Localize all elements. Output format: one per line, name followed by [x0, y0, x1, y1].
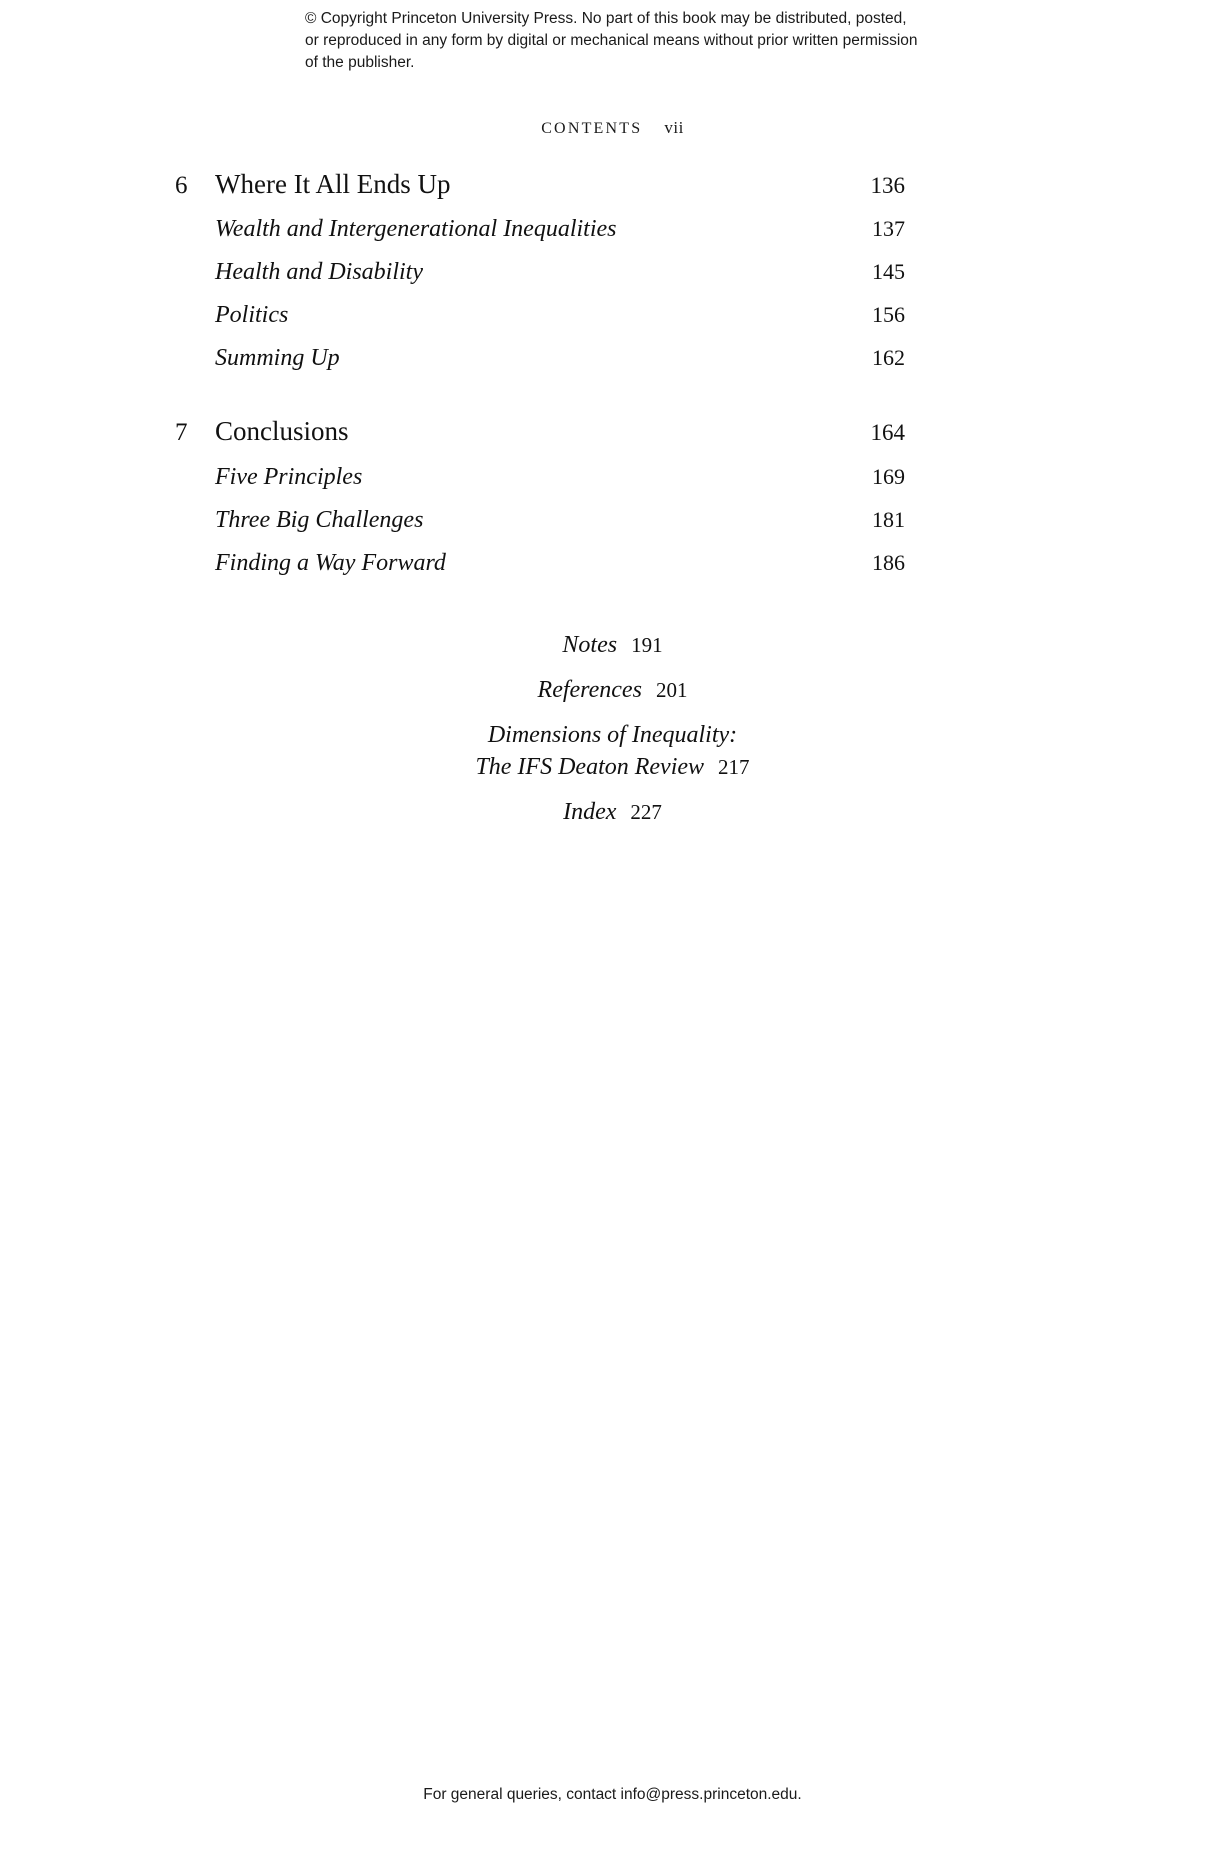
section-page-number: 181: [872, 506, 905, 532]
backmatter-row[interactable]: [0, 630, 1225, 661]
backmatter-page-number: 217: [718, 754, 750, 779]
section-page-number: 169: [872, 463, 905, 489]
section-title: Finding a Way Forward: [215, 549, 446, 576]
table-of-contents: [175, 168, 905, 592]
backmatter-list: [0, 630, 1225, 842]
backmatter-page-number: 201: [655, 678, 688, 703]
toc-section-row[interactable]: [175, 462, 905, 492]
section-page-number: 145: [872, 259, 905, 285]
chapter-title: Conclusions: [215, 416, 349, 447]
section-page-number: 156: [872, 302, 905, 328]
group-spacer: [175, 387, 905, 415]
backmatter-row[interactable]: [0, 675, 1225, 706]
footer-notice: [0, 1786, 1225, 1804]
chapter-number: 6: [175, 172, 188, 199]
backmatter-title: Dimensions of Inequality:: [487, 722, 738, 749]
toc-section-row[interactable]: [175, 300, 905, 330]
chapter-group: [175, 415, 905, 577]
toc-section-row[interactable]: [175, 257, 905, 287]
toc-chapter-row[interactable]: [175, 415, 905, 447]
chapter-page-number: 136: [870, 173, 905, 198]
chapter-group: [175, 168, 905, 373]
chapter-number: 7: [175, 419, 188, 447]
section-title: Summing Up: [215, 345, 340, 372]
section-title: Five Principles: [215, 463, 363, 490]
section-title: Health and Disability: [215, 259, 423, 286]
running-head: [0, 118, 1225, 138]
backmatter-title: Index: [563, 798, 617, 825]
section-title: Wealth and Intergenerational Inequalities: [215, 216, 617, 243]
backmatter-title: References: [537, 677, 642, 704]
chapter-title: Where It All Ends Up: [215, 169, 451, 199]
running-head-folio: vii: [664, 118, 684, 137]
section-title: Politics: [215, 302, 289, 329]
toc-section-row[interactable]: [175, 214, 905, 244]
section-page-number: 162: [872, 345, 905, 371]
backmatter-page-number: 191: [631, 633, 663, 657]
backmatter-page-number: 227: [630, 799, 662, 824]
copyright-text: © Copyright Princeton University Press. No part of this book may be distributed, posted, or reproduced in any form by digital or mechanical means without prior written permission of the publisher.: [305, 10, 918, 71]
toc-section-row[interactable]: [175, 343, 905, 373]
backmatter-subtitle: The IFS Deaton Review: [475, 753, 705, 780]
footer-text: For general queries, contact info@press.princeton.edu.: [423, 1786, 802, 1803]
section-title: Three Big Challenges: [215, 506, 424, 533]
section-page-number: 137: [872, 216, 905, 242]
backmatter-row[interactable]: [0, 797, 1225, 828]
backmatter-row[interactable]: [0, 720, 1225, 782]
backmatter-title: Notes: [562, 632, 618, 658]
running-head-label: CONTENTS: [541, 120, 643, 137]
toc-section-row[interactable]: [175, 548, 905, 578]
copyright-notice: [0, 8, 1225, 74]
chapter-page-number: 164: [870, 420, 905, 446]
toc-section-row[interactable]: [175, 505, 905, 535]
toc-chapter-row[interactable]: [175, 168, 905, 200]
section-page-number: 186: [872, 549, 905, 575]
